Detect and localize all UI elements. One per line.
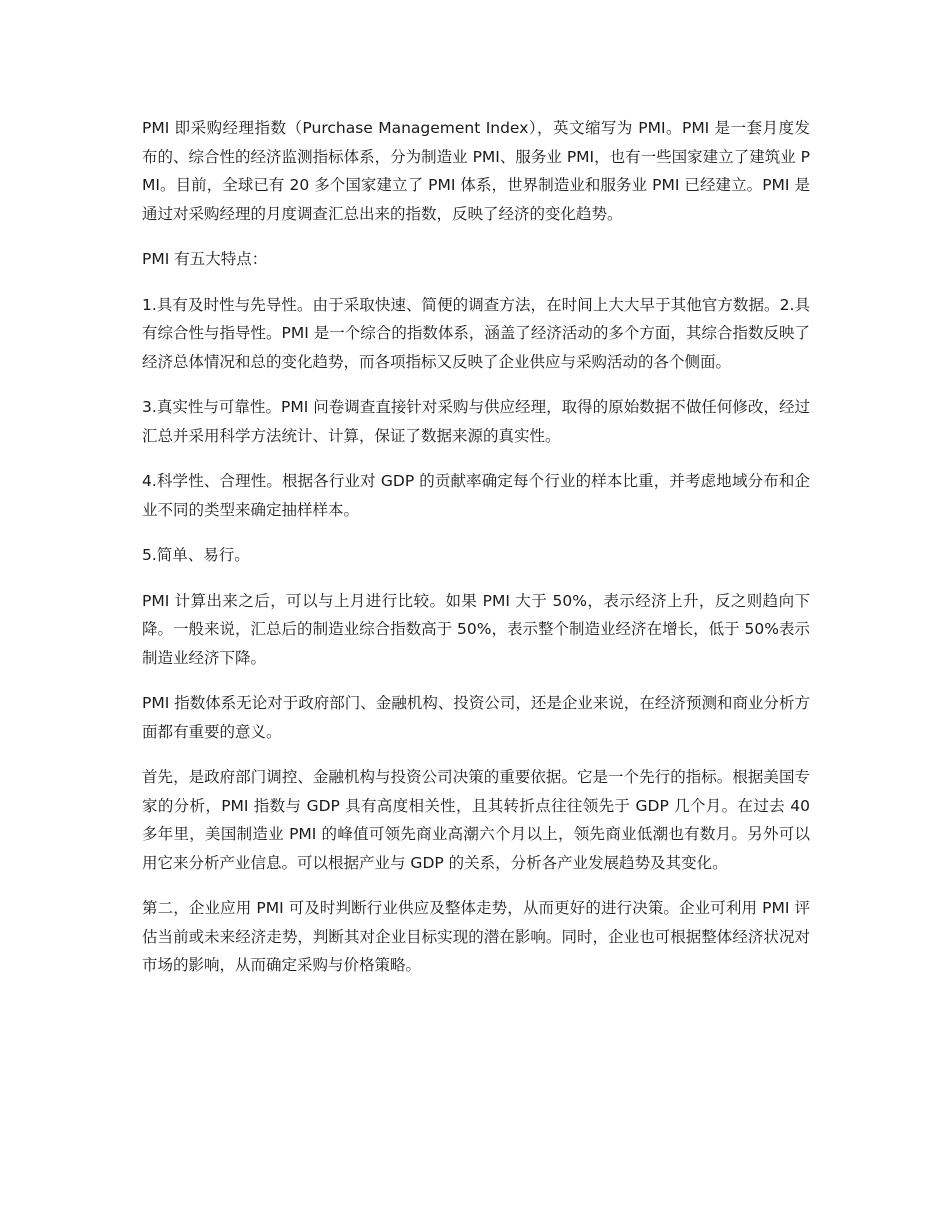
- paragraph-feature-5: 5.简单、易行。: [142, 546, 250, 564]
- paragraph-comparison: PMI 计算出来之后，可以与上月进行比较。如果 PMI 大于 50%，表示经济上升，反之则趋向下降。一般来说，汇总后的制造业综合指数高于 50%，表示整个制造业经济在增长，低于 50%表示制造业经济下降。: [142, 591, 810, 667]
- paragraph-features-heading: PMI 有五大特点：: [142, 250, 268, 268]
- paragraph-second-use: 第二，企业应用 PMI 可及时判断行业供应及整体走势，从而更好的进行决策。企业可利用 PMI 评估当前或未来经济走势，判断其对企业目标实现的潜在影响。同时，企业也可根据整体经济状况对市场的影响，从而确定采购与价格策略。: [142, 899, 810, 974]
- paragraph-significance: PMI 指数体系无论对于政府部门、金融机构、投资公司，还是企业来说，在经济预测和商业分析方面都有重要的意义。: [142, 694, 810, 741]
- paragraph-feature-3: 3.真实性与可靠性。PMI 问卷调查直接针对采购与供应经理，取得的原始数据不做任何修改，经过汇总并采用科学方法统计、计算，保证了数据来源的真实性。: [142, 398, 810, 445]
- paragraph-feature-1-2: 1.具有及时性与先导性。由于采取快速、简便的调查方法，在时间上大大早于其他官方数据。2.具有综合性与指导性。PMI 是一个综合的指数体系，涵盖了经济活动的多个方面，其综合指数反映了经济总体情况和总的变化趋势，而各项指标又反映了企业供应与采购活动的各个侧面。: [142, 295, 810, 371]
- paragraph-intro: PMI 即采购经理指数（Purchase Management Index），英文缩写为 PMI。PMI 是一套月度发布的、综合性的经济监测指标体系，分为制造业 PMI、服务业 PMI，也有一些国家建立了建筑业 PMI。目前，全球已有 20 多个国家建立了 PMI 体系，世界制造业和服务业 PMI 已经建立。PMI 是通过对采购经理的月度调查汇总出来的指数，反映了经济的变化趋势。: [142, 119, 810, 223]
- paragraph-feature-4: 4.科学性、合理性。根据各行业对 GDP 的贡献率确定每个行业的样本比重，并考虑地域分布和企业不同的类型来确定抽样样本。: [142, 472, 810, 519]
- paragraph-first-use: 首先，是政府部门调控、金融机构与投资公司决策的重要依据。它是一个先行的指标。根据美国专家的分析，PMI 指数与 GDP 具有高度相关性，且其转折点往往领先于 GDP 几个月。在过去 40 多年里，美国制造业 PMI 的峰值可领先商业高潮六个月以上，领先商业低潮也有数月。另外可以用它来分析产业信息。可以根据产业与 GDP 的关系，分析各产业发展趋势及其变化。: [142, 768, 810, 872]
- document-body: [142, 114, 810, 997]
